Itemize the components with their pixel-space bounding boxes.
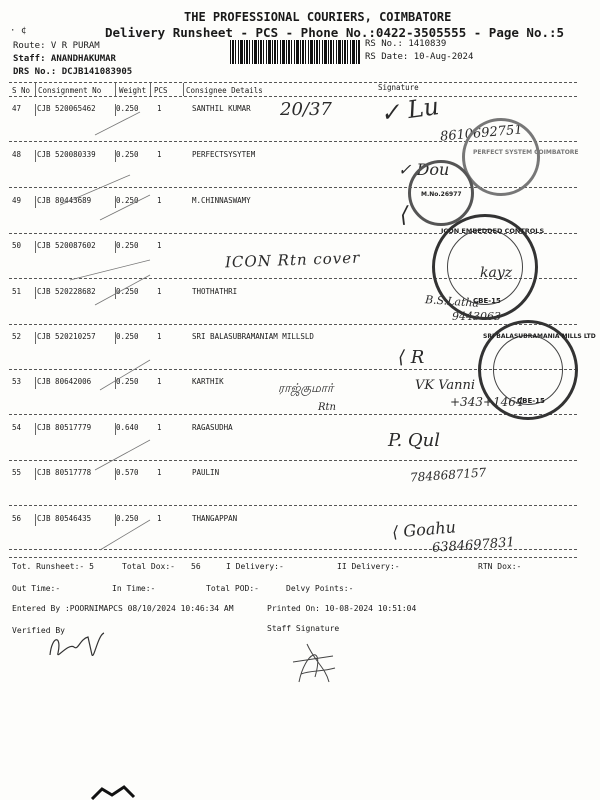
col-sno: S No xyxy=(12,86,31,95)
col-pcs: PCS xyxy=(154,86,168,95)
row-consignment-no: CJB 80443689 xyxy=(37,196,92,205)
row-consignment-no: CJB 80642006 xyxy=(37,377,92,386)
scan-mark xyxy=(90,785,140,800)
col-consignment: Consignment No xyxy=(38,86,102,95)
in-time: In Time:- xyxy=(112,584,156,593)
row-pcs: 1 xyxy=(157,468,162,477)
row-weight: 0.250 xyxy=(116,196,139,205)
company-title: THE PROFESSIONAL COURIERS, COIMBATORE xyxy=(184,10,452,24)
entered-by: Entered By :POORNIMAPCS 08/10/2024 10:46:34 AM xyxy=(12,604,234,613)
rs-date: RS Date: 10-Aug-2024 xyxy=(365,52,474,62)
drs-number: DRS No.: DCJB141083905 xyxy=(13,67,133,77)
rs-number: RS No.: 1410839 xyxy=(365,39,447,49)
row-pcs: 1 xyxy=(157,377,162,386)
row-sno: 51 xyxy=(12,287,22,296)
row-sno: 52 xyxy=(12,332,22,341)
row-sno: 54 xyxy=(12,423,22,432)
row-pcs: 1 xyxy=(157,423,162,432)
handwritten-note: ICON Rtn cover xyxy=(224,248,361,272)
handwritten-phone: 7848687157 xyxy=(409,465,487,485)
row-sno: 53 xyxy=(12,377,22,386)
row-sno: 55 xyxy=(12,468,22,477)
row-consignee: SRI BALASUBRAMANIAM MILLSLD xyxy=(192,332,314,341)
row-weight: 0.250 xyxy=(116,150,139,159)
row-weight: 0.250 xyxy=(116,241,139,250)
row-pcs: 1 xyxy=(157,150,162,159)
signature-mark: ✓ Dou xyxy=(398,160,450,179)
row-consignment-no: CJB 520065462 xyxy=(37,104,96,113)
row-consignee: THANGAPPAN xyxy=(192,514,238,523)
runsheet-subtitle: Delivery Runsheet - PCS - Phone No.:0422-3505555 - Page No.:5 xyxy=(105,25,565,40)
company-stamp: PERFECT SYSTEM COIMBATORE xyxy=(462,118,540,196)
row-weight: 0.570 xyxy=(116,468,139,477)
signature-mark: ⟨ Goahu xyxy=(391,517,457,542)
delvy-points: Delvy Points:- xyxy=(286,584,354,593)
signature-mark: P. Qul xyxy=(388,430,441,451)
total-dox-label: Total Dox:- xyxy=(122,562,175,571)
staff-signature xyxy=(285,632,345,687)
row-consignee: M.CHINNASWAMY xyxy=(192,196,251,205)
row-weight: 0.250 xyxy=(116,104,139,113)
row-consignee: PAULIN xyxy=(192,468,220,477)
row-weight: 0.250 xyxy=(116,332,139,341)
row-consignee: THOTHATHRI xyxy=(192,287,238,296)
row-consignment-no: CJB 80546435 xyxy=(37,514,92,523)
company-stamp: SRI BALASUBRAMANIA MILLS LTD CBE-15 xyxy=(478,320,578,420)
row-consignment-no: CJB 520080339 xyxy=(37,150,96,159)
row-pcs: 1 xyxy=(157,287,162,296)
i-delivery: I Delivery:- xyxy=(226,562,284,571)
divider xyxy=(9,557,577,558)
row-consignee: KARTHIK xyxy=(192,377,224,386)
rtn-dox: RTN Dox:- xyxy=(478,562,522,571)
staff-name: Staff: ANANDHAKUMAR xyxy=(13,54,116,64)
company-stamp: M.No.26977 xyxy=(408,160,474,226)
handwritten-phone: +343+1464 xyxy=(450,395,524,409)
row-sno: 48 xyxy=(12,150,22,159)
row-consignee: PERFECTSYSYTEM xyxy=(192,150,256,159)
row-consignment-no: CJB 520228682 xyxy=(37,287,96,296)
row-consignee: RAGASUDHA xyxy=(192,423,233,432)
corner-mark: · ¢ xyxy=(10,26,27,36)
verified-by-label: Verified By xyxy=(12,626,65,635)
route: Route: V R PURAM xyxy=(13,41,100,51)
row-sno: 56 xyxy=(12,514,22,523)
signature-mark: kayz xyxy=(480,265,513,281)
handwritten-phone: 9443063 xyxy=(452,310,501,323)
handwritten-note: ராஜ்குமார் xyxy=(278,381,334,395)
row-weight: 0.640 xyxy=(116,423,139,432)
col-weight: Weight xyxy=(119,86,147,95)
staff-signature-label: Staff Signature xyxy=(267,624,340,633)
row-sno: 47 xyxy=(12,104,22,113)
signature-mark: VK Vanni xyxy=(415,378,476,393)
row-pcs: 1 xyxy=(157,104,162,113)
col-signature: Signature xyxy=(378,83,419,92)
handwritten-note: 20/37 xyxy=(280,99,332,120)
row-pcs: 1 xyxy=(157,332,162,341)
ii-delivery: II Delivery:- xyxy=(337,562,400,571)
row-weight: 0.250 xyxy=(116,514,139,523)
row-weight: 0.250 xyxy=(116,377,139,386)
row-pcs: 1 xyxy=(157,241,162,250)
company-stamp: ICON EMBEDDED CONTROLS CBE-15 xyxy=(432,214,538,320)
row-consignment-no: CJB 80517779 xyxy=(37,423,92,432)
handwritten-note: Rtn xyxy=(318,402,336,413)
out-time: Out Time:- xyxy=(12,584,61,593)
row-consignment-no: CJB 80517778 xyxy=(37,468,92,477)
total-dox-value: 56 xyxy=(191,562,201,571)
row-pcs: 1 xyxy=(157,514,162,523)
row-weight: 0.250 xyxy=(116,287,139,296)
row-sno: 50 xyxy=(12,241,22,250)
total-pod: Total POD:- xyxy=(206,584,259,593)
printed-on: Printed On: 10-08-2024 10:51:04 xyxy=(267,604,417,613)
row-pcs: 1 xyxy=(157,196,162,205)
row-consignee: SANTHIL KUMAR xyxy=(192,104,251,113)
tot-runsheet: Tot. Runsheet:- 5 xyxy=(12,562,94,571)
row-consignment-no: CJB 520087602 xyxy=(37,241,96,250)
handwritten-phone: 6384697831 xyxy=(431,535,516,556)
signature-mark: ⟨ xyxy=(400,203,409,228)
col-consignee: Consignee Details xyxy=(186,86,263,95)
row-consignment-no: CJB 520210257 xyxy=(37,332,96,341)
verified-signature xyxy=(40,625,110,665)
row-sno: 49 xyxy=(12,196,22,205)
signature-mark: ✓ Lu xyxy=(378,92,441,128)
handwritten-name: B.S.Latha xyxy=(424,293,480,310)
handwritten-phone: 8610692751 xyxy=(439,122,524,145)
signature-mark: ⟨ R xyxy=(398,347,425,368)
